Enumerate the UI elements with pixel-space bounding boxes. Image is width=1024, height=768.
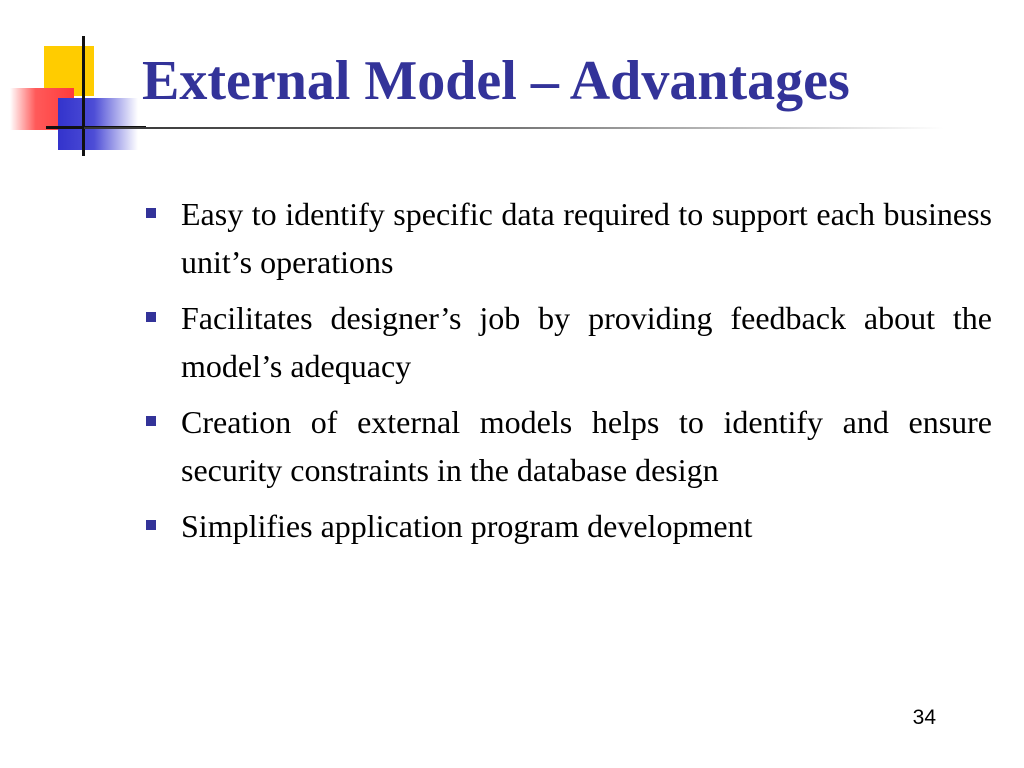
- bullet-item: [146, 190, 992, 286]
- bullet-item: [146, 294, 992, 390]
- bullet-text: Facilitates designer’s job by providing feedback about the model’s adequacy: [181, 300, 992, 384]
- logo-vertical-line: [82, 36, 85, 156]
- bullet-item: [146, 398, 992, 494]
- bullet-text: Easy to identify specific data required to support each business unit’s operations: [181, 196, 992, 280]
- square-bullet-icon: [146, 416, 156, 426]
- square-bullet-icon: [146, 208, 156, 218]
- page-number: 34: [912, 706, 936, 729]
- bullet-text: Creation of external models helps to identify and ensure security constraints in the database design: [181, 404, 992, 488]
- bullet-item: [146, 502, 992, 550]
- slide-title: External Model – Advantages: [142, 50, 850, 112]
- bullet-list: [146, 190, 992, 558]
- square-bullet-icon: [146, 312, 156, 322]
- title-underline: [84, 127, 944, 129]
- square-bullet-icon: [146, 520, 156, 530]
- corner-squares-logo-icon: [0, 0, 140, 160]
- bullet-text: Simplifies application program development: [181, 508, 753, 544]
- logo-blue-square: [58, 98, 138, 150]
